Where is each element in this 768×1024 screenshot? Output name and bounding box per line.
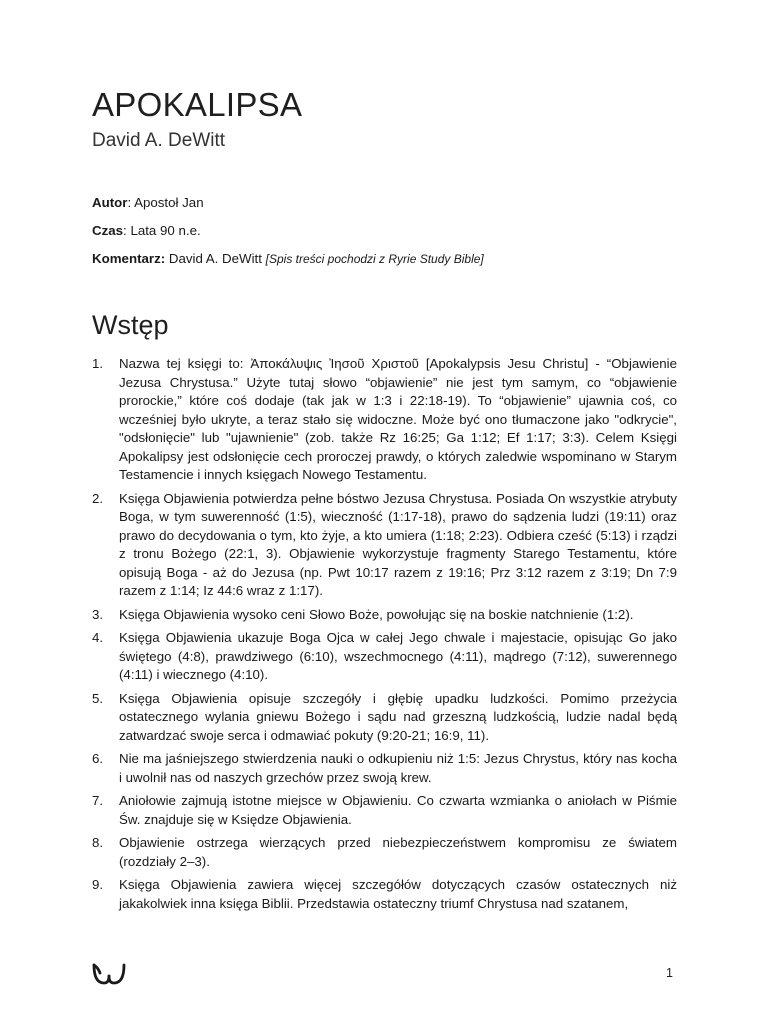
list-item — [92, 750, 677, 787]
item-number: 6. — [92, 751, 104, 766]
page-number: 1 — [666, 966, 673, 980]
meta-separator: : — [123, 223, 131, 238]
meta-row-date — [92, 221, 682, 249]
item-text: Objawienie ostrzega wierzących przed niebezpieczeństwem kompromisu ze światem (rozdziały 2–3). — [119, 835, 677, 869]
intro-list — [92, 355, 677, 918]
meta-value: Apostoł Jan — [134, 195, 204, 210]
meta-separator: : — [127, 195, 135, 210]
item-text: Nazwa tej księgi to: Ἀποκάλυψις Ἰησοῦ Χριστοῦ [Apokalypsis Jesu Christu] - “Objawienie Jezusa Chrystusa.” Użyte tutaj słowo “objawienie” nie jest tym samym, co “objawienie prorockie,” które coś dodaje (tak jak w 1:3 i 22:18-19). To “objawienie” ujawnia coś, co wcześniej było ukryte, a teraz stało się widoczne. Może być ono tłumaczone jako "odkrycie", "odsłonięcie" lub "ujawnienie" (zob. także Rz 16:25; Ga 1:12; Ef 1:17; 3:3). Celem Księgi Apokalipsy jest odsłonięcie cech proroczej prawdy, o których zaledwie wspominano w Starym Testamencie i innych księgach Nowego Testamentu. — [119, 356, 677, 482]
item-number: 8. — [92, 835, 104, 850]
item-number: 7. — [92, 793, 104, 808]
list-item — [92, 490, 677, 601]
meta-label: Czas — [92, 223, 124, 238]
item-number: 1. — [92, 356, 104, 371]
meta-value: David A. DeWitt — [168, 251, 266, 266]
item-text: Księga Objawienia wysoko ceni Słowo Boże, powołując się na boskie natchnienie (1:2). — [119, 606, 634, 622]
list-item — [92, 355, 677, 485]
list-item — [92, 690, 677, 746]
item-number: 4. — [92, 630, 104, 645]
document-title: APOKALIPSA — [92, 86, 303, 123]
list-item — [92, 606, 677, 625]
list-item — [92, 792, 677, 829]
item-number: 3. — [92, 606, 104, 622]
item-text: Księga Objawienia opisuje szczegóły i głębię upadku ludzkości. Pomimo przeżycia ostatecznego wylania gniewu Bożego i sądu nad grzeszną ludzkością, ludzie nadal będą zatwardzać swoje serca i odmawiać pokuty (9:20-21; 16:9, 11). — [119, 690, 677, 743]
item-text: Księga Objawienia ukazuje Boga Ojca w całej Jego chwale i majestacie, opisując Go jako świętego (4:8), prawdziwego (6:10), wszechmocnego (4:11), mądrego (7:12), suwerennego (4:11) i wiecznego (4:10). — [119, 630, 677, 682]
meta-label: Autor — [92, 195, 128, 210]
item-text: Księga Objawienia potwierdza pełne bóstwo Jezusa Chrystusa. Posiada On wszystkie atrybuty Boga, w tym suwerenność (1:5), wieczność (1:17-18), prawo do sądzenia ludzi (19:11) oraz prawo do decydowania o tym, kto żyje, a kto umiera (1:18; 2:23). Odbiera cześć (5:13) i rządzi z tronu Bożego (22:1, 3). Objawienie wykorzystuje fragmenty Starego Testamentu, które opisują Boga - aż do Jezusa (np. Pwt 10:17 razem z 19:16; Prz 3:12 razem z 3:19; Dn 7:9 razem z 1:14; Iz 44:6 wraz z 1:17). — [119, 490, 678, 598]
meta-row-author — [92, 193, 682, 221]
meta-note: [Spis treści pochodzi z Ryrie Study Bible] — [265, 252, 484, 266]
item-number: 5. — [92, 690, 104, 706]
meta-label: Komentarz: — [92, 251, 166, 266]
list-item — [92, 629, 677, 685]
meta-value: Lata 90 n.e. — [130, 223, 201, 238]
list-item — [92, 876, 677, 913]
item-number: 9. — [92, 877, 104, 892]
metadata-block — [92, 193, 682, 277]
publisher-logo-icon — [92, 962, 126, 986]
item-text: Nie ma jaśniejszego stwierdzenia nauki o odkupieniu niż 1:5: Jezus Chrystus, który nas kocha i uwolnił nas od naszych grzechów przez swoją krew. — [119, 751, 677, 785]
item-text: Księga Objawienia zawiera więcej szczegółów dotyczących czasów ostatecznych niż jakakolwiek inna księga Biblii. Przedstawia ostateczny triumf Chrystusa nad szatanem, — [119, 877, 677, 911]
meta-row-commentary — [92, 249, 682, 277]
item-text: Aniołowie zajmują istotne miejsce w Objawieniu. Co czwarta wzmianka o aniołach w Piśmie Św. znajduje się w Księdze Objawienia. — [119, 793, 677, 827]
list-item — [92, 834, 677, 871]
item-number: 2. — [92, 490, 104, 506]
section-heading: Wstęp — [92, 310, 169, 340]
document-author: David A. DeWitt — [92, 130, 226, 151]
